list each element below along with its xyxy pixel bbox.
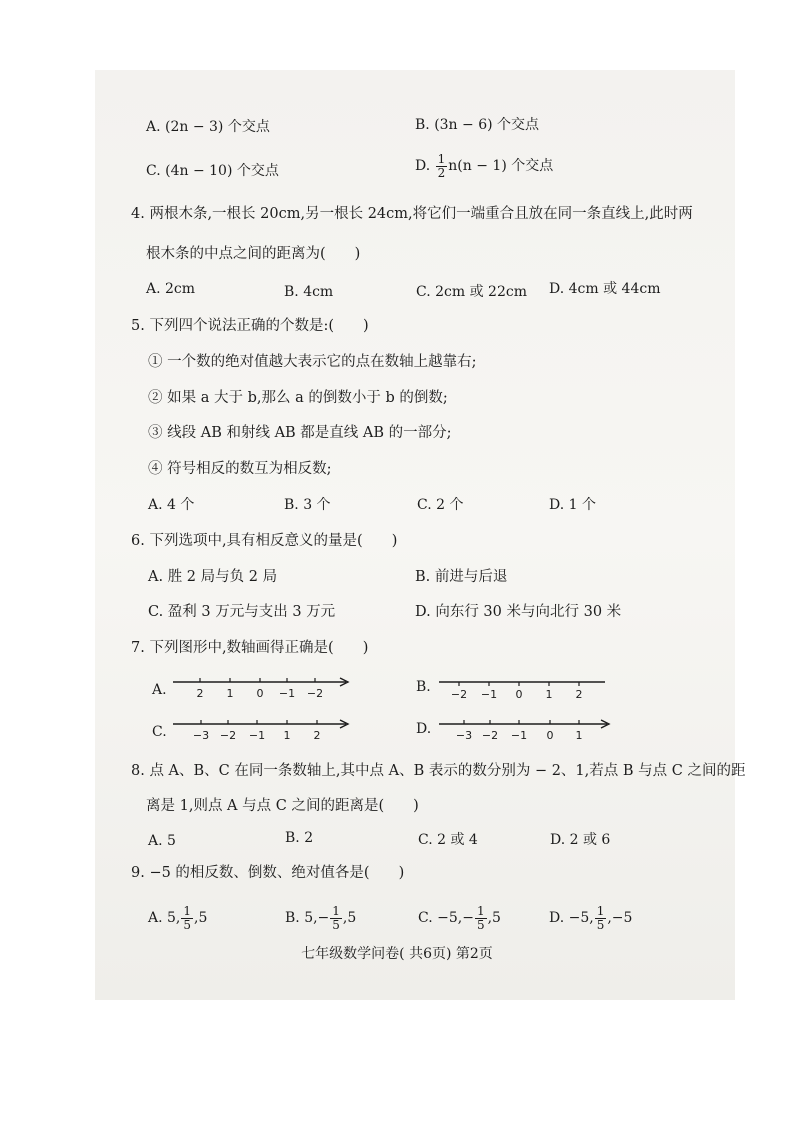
q4-option-b: B. 4cm: [284, 284, 334, 300]
tick-label: −2: [481, 729, 499, 742]
q8-option-c: C. 2 或 4: [418, 832, 478, 848]
q3-option-b: B. (3n − 6) 个交点: [415, 117, 540, 133]
tick-label: −3: [192, 729, 210, 742]
tick-label: −1: [248, 729, 266, 742]
q4-option-a: A. 2cm: [146, 281, 196, 297]
q3-option-c: C. (4n − 10) 个交点: [146, 163, 279, 179]
q3-option-d-suffix: n(n − 1) 个交点: [448, 158, 554, 174]
q6-option-a: A. 胜 2 局与负 2 局: [148, 569, 278, 585]
q5-stem: 5. 下列四个说法正确的个数是:( ): [131, 318, 369, 334]
q5-option-a: A. 4 个: [148, 497, 195, 513]
tick-label: 1: [226, 687, 234, 700]
tick-label: 0: [515, 688, 523, 701]
q5-statement-2: ② 如果 a 大于 b,那么 a 的倒数小于 b 的倒数;: [148, 390, 448, 406]
q4-stem-line1: 4. 两根木条,一根长 20cm,另一根长 24cm,将它们一端重合且放在同一条直线上,此时两: [131, 206, 693, 222]
tick-label: 1: [575, 729, 583, 742]
page-footer: 七年级数学问卷( 共6页) 第2页: [301, 946, 493, 962]
q8-option-b: B. 2: [285, 830, 314, 846]
q8-option-a: A. 5: [148, 833, 176, 849]
tick-label: −3: [455, 729, 473, 742]
q4-option-c: C. 2cm 或 22cm: [416, 284, 527, 300]
q9-option-b: B. 5,− $\frac{1}{5}$ ,5: [285, 903, 357, 932]
q6-option-b: B. 前进与后退: [415, 569, 508, 585]
q6-option-c: C. 盈利 3 万元与支出 3 万元: [148, 604, 336, 620]
q3-option-d-prefix: D.: [415, 158, 431, 174]
tick-label: −1: [510, 729, 528, 742]
q8-stem-line1: 8. 点 A、B、C 在同一条数轴上,其中点 A、B 表示的数分别为 − 2、1,若点 B 与点 C 之间的距: [131, 763, 746, 779]
tick-label: 1: [545, 688, 553, 701]
q7-stem: 7. 下列图形中,数轴画得正确是( ): [131, 640, 369, 656]
tick-label: −2: [219, 729, 237, 742]
q5-statement-1: ① 一个数的绝对值越大表示它的点在数轴上越靠右;: [148, 354, 477, 370]
q5-option-b: B. 3 个: [284, 497, 331, 513]
q8-stem-line2: 离是 1,则点 A 与点 C 之间的距离是( ): [146, 798, 419, 814]
q7-option-a-number-line: [170, 673, 355, 703]
q7-option-c-number-line: [170, 715, 355, 745]
q5-statement-3: ③ 线段 AB 和射线 AB 都是直线 AB 的一部分;: [148, 425, 452, 441]
q6-stem: 6. 下列选项中,具有相反意义的量是( ): [131, 533, 398, 549]
tick-label: 0: [546, 729, 554, 742]
q3-option-d: [415, 152, 553, 180]
tick-label: 0: [256, 687, 264, 700]
tick-label: 2: [196, 687, 204, 700]
tick-label: 1: [283, 729, 291, 742]
q5-option-d: D. 1 个: [549, 497, 596, 513]
q9-stem: 9. −5 的相反数、倒数、绝对值各是( ): [131, 865, 405, 881]
q9-option-c: C. −5,− $\frac{1}{5}$ ,5: [418, 903, 501, 932]
q3-option-a: A. (2n − 3) 个交点: [146, 119, 270, 135]
q6-option-d: D. 向东行 30 米与向北行 30 米: [415, 604, 622, 620]
tick-label: −1: [480, 688, 498, 701]
q7-option-a-label: A.: [152, 682, 167, 698]
q7-option-c-label: C.: [152, 724, 167, 740]
q8-option-d: D. 2 或 6: [550, 832, 611, 848]
q9-option-d: D. −5, $\frac{1}{5}$ ,−5: [549, 903, 633, 932]
q7-option-d-number-line: [437, 715, 617, 745]
q5-statement-4: ④ 符号相反的数互为相反数;: [148, 461, 332, 477]
q7-option-b-number-line: [437, 673, 612, 703]
q4-stem-line2: 根木条的中点之间的距离为( ): [146, 246, 361, 262]
q7-option-d-label: D.: [416, 721, 432, 737]
tick-label: 2: [575, 688, 583, 701]
q9-option-a: A. 5, $\frac{1}{5}$ ,5: [148, 903, 208, 932]
q7-option-b-label: B.: [416, 679, 431, 695]
tick-label: −1: [278, 687, 296, 700]
q3-option-d-fraction: $\frac{1}{2}$: [437, 151, 446, 180]
tick-label: −2: [450, 688, 468, 701]
tick-label: −2: [306, 687, 324, 700]
q5-option-c: C. 2 个: [417, 497, 464, 513]
tick-label: 2: [313, 729, 321, 742]
q4-option-d: D. 4cm 或 44cm: [549, 281, 661, 297]
